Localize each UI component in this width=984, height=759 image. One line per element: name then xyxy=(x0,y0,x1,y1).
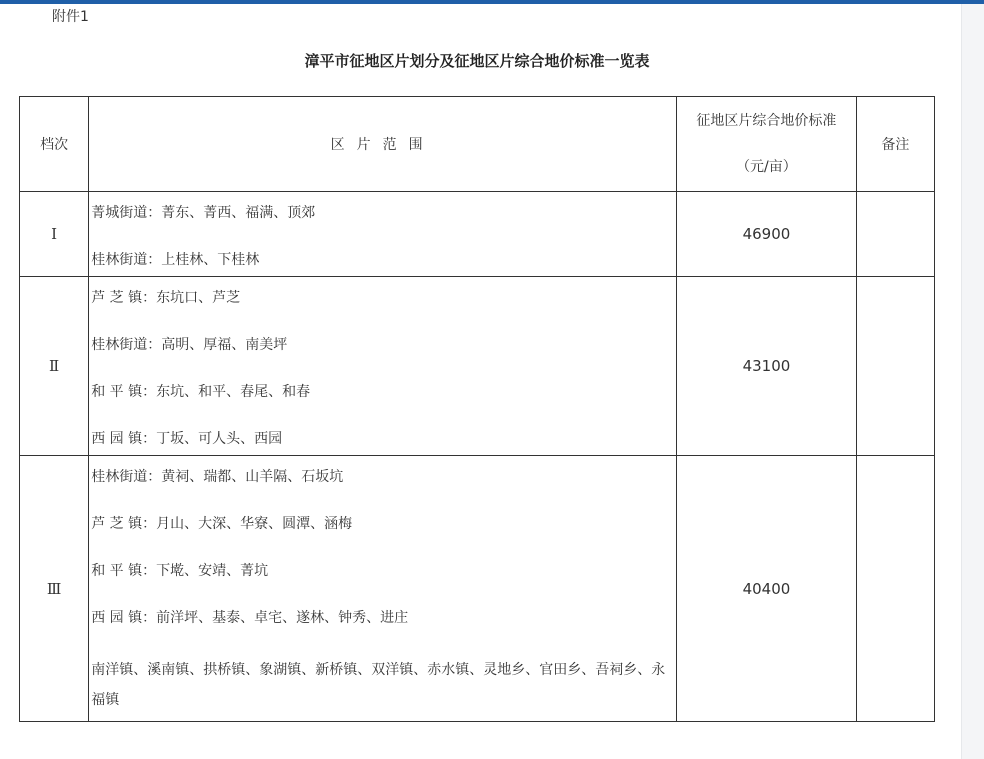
range-line: 芦 芝 镇：月山、大深、华寮、圆潭、涵梅 xyxy=(91,516,353,532)
table-title: 漳平市征地区片划分及征地区片综合地价标准一览表 xyxy=(304,52,650,70)
table-row xyxy=(20,277,935,456)
price-cell: 43100 xyxy=(677,277,857,456)
table-header-row xyxy=(20,97,935,192)
header-range: 区片范围 xyxy=(89,97,677,192)
range-line: 西 园 镇：前洋坪、基泰、卓宅、遂林、钟秀、进庄 xyxy=(91,610,409,626)
range-cell xyxy=(89,277,677,456)
table-row xyxy=(20,456,935,722)
range-line: 菁城街道：菁东、菁西、福满、顶郊 xyxy=(91,205,316,221)
land-price-table xyxy=(19,96,935,722)
range-line: 芦 芝 镇：东坑口、芦芝 xyxy=(91,290,241,306)
range-line: 南洋镇、溪南镇、拱桥镇、象湖镇、新桥镇、双洋镇、赤水镇、灵地乡、官田乡、吾祠乡、永福镇 xyxy=(91,662,666,708)
range-line: 桂林街道：上桂林、下桂林 xyxy=(91,252,260,268)
range-cell xyxy=(89,456,677,722)
top-accent-bar xyxy=(0,0,984,4)
page-scroll-gutter xyxy=(961,4,984,759)
price-cell: 46900 xyxy=(677,192,857,277)
grade-cell: Ⅱ xyxy=(20,277,89,456)
header-price xyxy=(677,97,857,192)
range-line: 和 平 镇：下墘、安靖、菁坑 xyxy=(91,563,269,579)
grade-cell: Ⅰ xyxy=(20,192,89,277)
table-row xyxy=(20,192,935,277)
range-line: 西 园 镇：丁坂、可人头、西园 xyxy=(91,431,283,447)
attachment-label: 附件1 xyxy=(52,9,89,25)
note-cell xyxy=(856,456,934,722)
note-cell xyxy=(856,192,934,277)
note-cell xyxy=(856,277,934,456)
header-grade: 档次 xyxy=(20,97,89,192)
range-line: 桂林街道：高明、厚福、南美坪 xyxy=(91,337,288,353)
header-price-title: 征地区片综合地价标准 xyxy=(696,113,837,129)
grade-cell: Ⅲ xyxy=(20,456,89,722)
header-note: 备注 xyxy=(856,97,934,192)
range-line: 和 平 镇：东坑、和平、春尾、和春 xyxy=(91,384,311,400)
range-line: 桂林街道：黄祠、瑞都、山羊隔、石坂坑 xyxy=(91,469,344,485)
range-cell xyxy=(89,192,677,277)
price-cell: 40400 xyxy=(677,456,857,722)
header-price-unit: （元/亩） xyxy=(736,159,797,175)
